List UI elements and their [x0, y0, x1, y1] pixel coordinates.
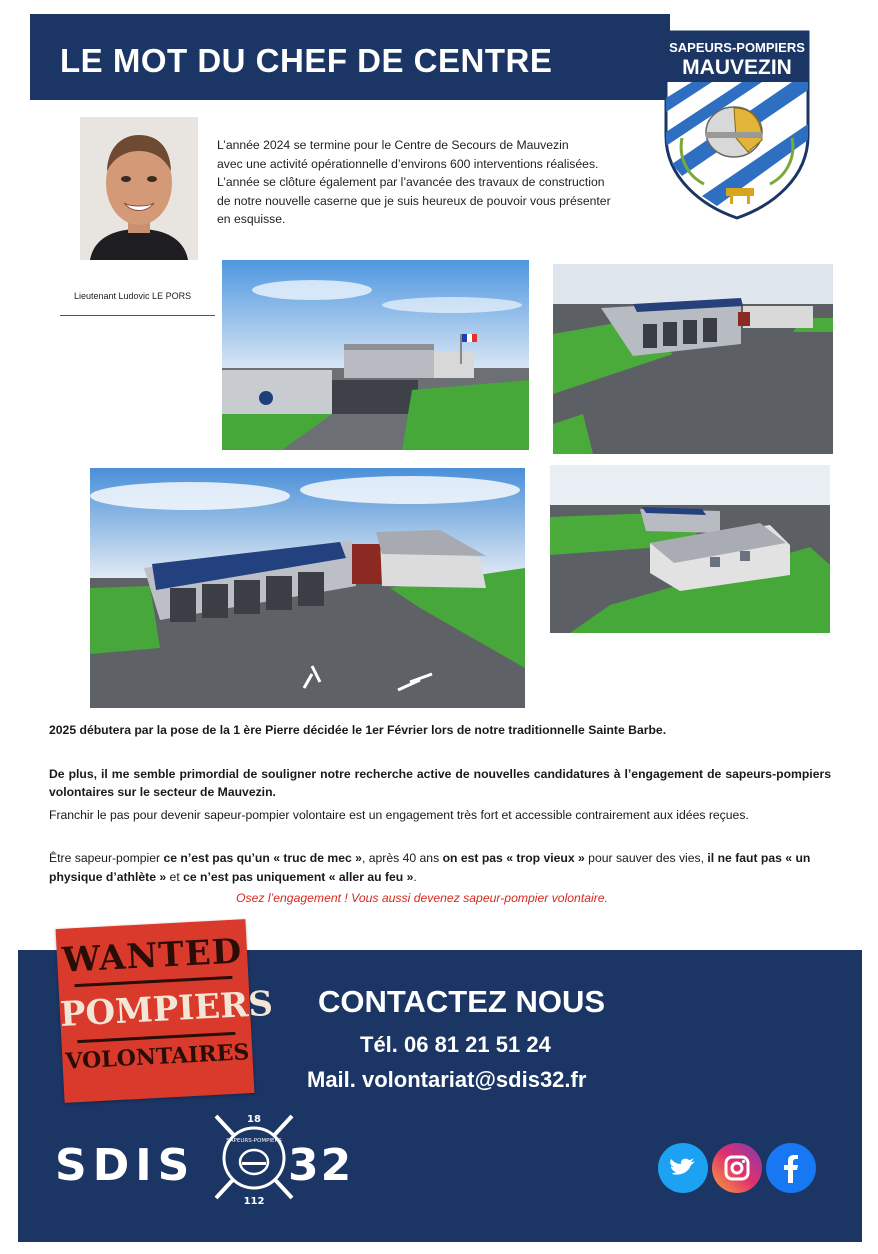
myths-paragraph	[49, 849, 831, 887]
myths-text: Être sapeur-pompier	[49, 851, 164, 865]
mauvezin-crest-logo	[662, 28, 812, 220]
intro-text	[217, 136, 657, 229]
wanted-line3: VOLONTAIRES	[64, 1039, 250, 1075]
commitment-paragraph: Franchir le pas pour devenir sapeur-pompier volontaire est un engagement très fort et accessible contrairement aux idées reçues.	[49, 808, 749, 822]
intro-line: en esquisse.	[217, 212, 286, 226]
intro-line: L’année se clôture également par l’avancée des travaux de construction	[217, 175, 605, 189]
slogan: Osez l’engagement ! Vous aussi devenez sapeur-pompier volontaire.	[236, 891, 608, 905]
fire-station-rendering-rear	[550, 465, 830, 633]
crest-line2: MAUVEZIN	[682, 56, 792, 79]
wanted-poster	[56, 919, 274, 1103]
intro-line: de notre nouvelle caserne que je suis heureux de pouvoir vous présenter	[217, 193, 611, 208]
instagram-icon[interactable]	[712, 1143, 762, 1193]
page-title: LE MOT DU CHEF DE CENTRE	[60, 42, 553, 79]
emblem-top-number: 18	[247, 1114, 261, 1125]
myths-bold: on est pas « trop vieux »	[442, 851, 585, 865]
twitter-icon[interactable]	[658, 1143, 708, 1193]
first-stone-paragraph: 2025 débutera par la pose de la 1 ère Pierre décidée le 1er Février lors de notre traditionnelle Sainte Barbe.	[49, 723, 667, 737]
myths-text: , après 40 ans	[361, 851, 443, 865]
myths-text: et	[166, 870, 184, 884]
sdis-logo-text: SDIS	[55, 1140, 196, 1191]
recruitment-paragraph: De plus, il me semble primordial de souligner notre recherche active de nouvelles candidatures à l’engagement de sapeurs-pompiers volontaires sur le secteur de Mauvezin.	[49, 767, 831, 799]
myths-bold: il ne faut pas « un physique d’athlète »	[49, 851, 811, 884]
wanted-line1: WANTED	[61, 931, 244, 981]
facebook-icon[interactable]	[766, 1143, 816, 1193]
contact-phone[interactable]: Tél. 06 81 21 51 24	[360, 1032, 551, 1057]
sdis-number: 32	[288, 1140, 354, 1191]
contact-title: CONTACTEZ NOUS	[318, 984, 606, 1019]
fire-station-rendering-solar-roof	[90, 468, 525, 708]
portrait-caption: Lieutenant Ludovic LE PORS	[74, 291, 192, 301]
emblem-label: SAPEURS-POMPIERS	[226, 1138, 282, 1144]
emblem-bottom-number: 112	[243, 1196, 265, 1206]
intro-line: L’année 2024 se termine pour le Centre de Secours de Mauvezin	[217, 138, 569, 152]
signature-line	[60, 315, 215, 316]
intro-line: avec une activité opérationnelle d’environs 600 interventions réalisées.	[217, 156, 599, 171]
myths-text: pour sauver des vies,	[584, 851, 708, 865]
myths-bold: ce n’est pas qu’un « truc de mec »	[163, 851, 362, 865]
contact-email[interactable]: Mail. volontariat@sdis32.fr	[307, 1067, 587, 1092]
portrait-photo	[80, 117, 198, 260]
wanted-line2: POMPIERS	[59, 983, 274, 1035]
fire-station-rendering-front	[222, 260, 529, 450]
crest-line1: SAPEURS-POMPIERS	[669, 40, 805, 55]
fire-station-rendering-aerial	[553, 264, 833, 454]
myths-bold: ce n’est pas uniquement « aller au feu »	[183, 870, 414, 884]
myths-text: .	[413, 870, 417, 884]
